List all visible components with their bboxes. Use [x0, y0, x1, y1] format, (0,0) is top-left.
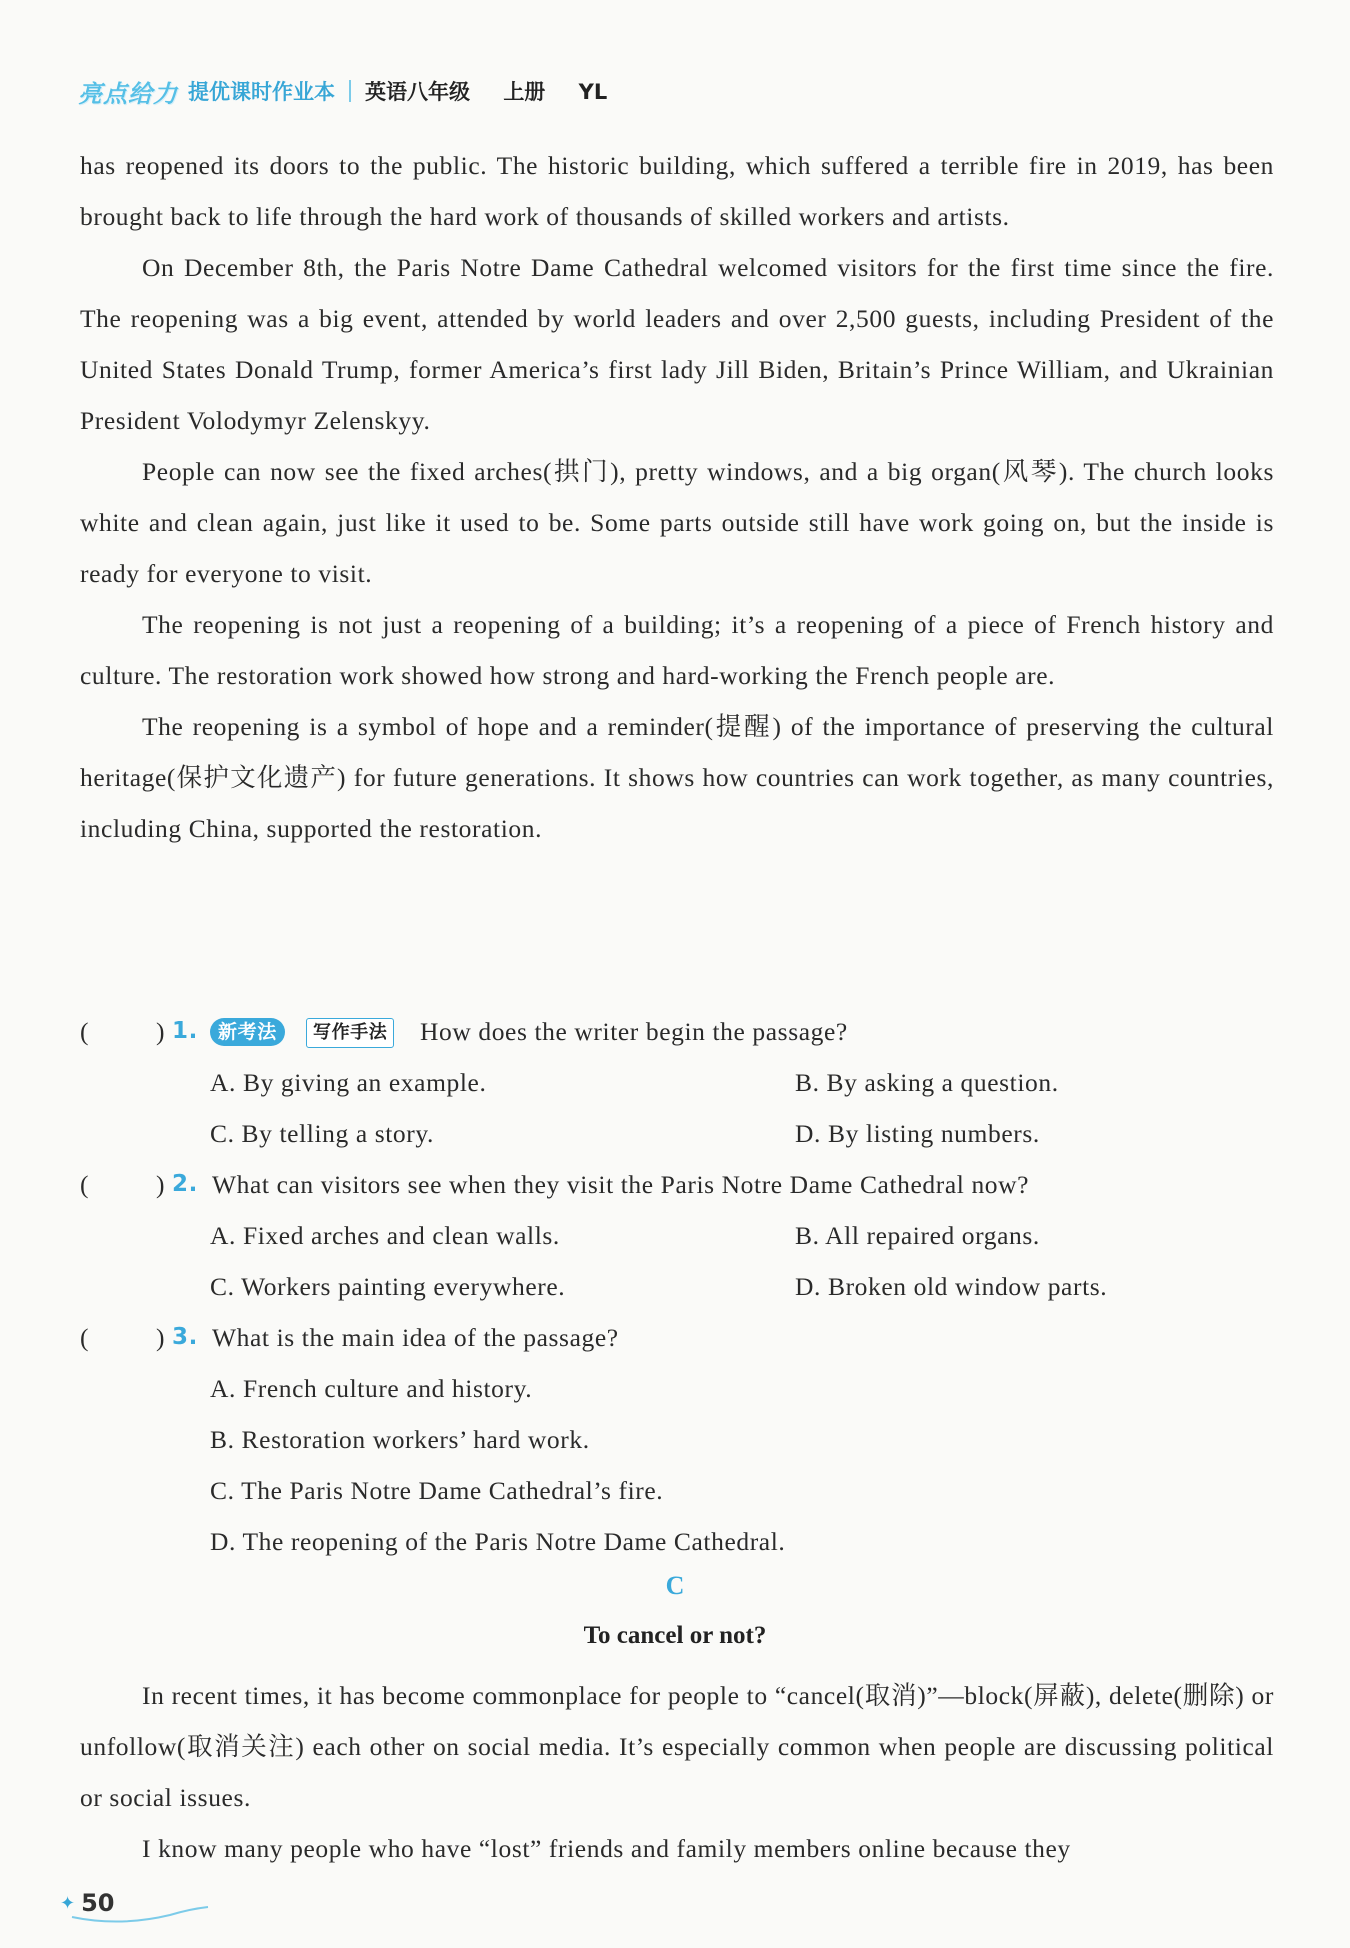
passage-c [80, 1670, 1274, 1874]
section-letter: C [665, 1571, 685, 1600]
answer-blank-close: ) [156, 1323, 166, 1352]
option-c[interactable]: C. Workers painting everywhere. [210, 1272, 566, 1301]
option-b[interactable]: B. Restoration workers’ hard work. [210, 1425, 590, 1454]
passage-paragraph: has reopened its doors to the public. The historic building, which suffered a terrible fire in 2019, has been brought back to life through the hard work of thousands of skilled workers and artists. [80, 151, 1274, 231]
option-row [80, 1057, 1274, 1108]
question-3 [80, 1312, 1274, 1363]
option-row [80, 1465, 1274, 1516]
option-d[interactable]: D. Broken old window parts. [795, 1272, 1108, 1301]
option-row [80, 1261, 1274, 1312]
option-d[interactable]: D. By listing numbers. [795, 1119, 1040, 1148]
section-title: To cancel or not? [583, 1622, 767, 1649]
brand-logo: 亮点给力 [78, 79, 178, 108]
question-text: What is the main idea of the passage? [212, 1323, 619, 1352]
header-meta [365, 76, 633, 106]
option-row [80, 1210, 1274, 1261]
option-a[interactable]: A. French culture and history. [210, 1374, 533, 1403]
header-subject: 英语八年级 [365, 80, 470, 104]
brand-subtitle: 提优课时作业本 [188, 80, 335, 104]
option-c[interactable]: C. By telling a story. [210, 1119, 435, 1148]
header-divider [349, 80, 351, 102]
question-number: 2. [172, 1171, 198, 1197]
option-c[interactable]: C. The Paris Notre Dame Cathedral’s fire. [210, 1476, 664, 1505]
option-row [80, 1516, 1274, 1567]
option-b[interactable]: B. By asking a question. [795, 1068, 1059, 1097]
sparkle-icon: ✦ [60, 1892, 76, 1914]
question-text: What can visitors see when they visit the Paris Notre Dame Cathedral now? [212, 1170, 1030, 1199]
passage-paragraph: I know many people who have “lost” friends and family members online because they [142, 1834, 1071, 1863]
option-d[interactable]: D. The reopening of the Paris Notre Dame Cathedral. [210, 1527, 786, 1556]
header-volume: 上册 [503, 80, 546, 104]
answer-blank-open[interactable]: ( [80, 1323, 90, 1352]
answer-blank-close: ) [156, 1170, 166, 1199]
question-2 [80, 1159, 1274, 1210]
question-text: How does the writer begin the passage? [420, 1017, 848, 1046]
passage-b [80, 140, 1274, 854]
option-row [80, 1108, 1274, 1159]
answer-blank-open[interactable]: ( [80, 1017, 90, 1046]
new-exam-tag: 新考法 [210, 1018, 285, 1046]
option-b[interactable]: B. All repaired organs. [795, 1221, 1040, 1250]
passage-paragraph: People can now see the fixed arches(拱门), pretty windows, and a big organ(风琴). The church looks white and clean again, just like it used to be. Some parts outside still have work going on, but the inside is ready for everyone to visit. [80, 457, 1274, 588]
answer-blank-open[interactable]: ( [80, 1170, 90, 1199]
passage-paragraph: The reopening is a symbol of hope and a reminder(提醒) of the importance of preserving the cultural heritage(保护文化遗产) for future generations. It shows how countries can work together, as many countries, including China, supported the restoration. [80, 712, 1274, 843]
passage-paragraph: On December 8th, the Paris Notre Dame Cathedral welcomed visitors for the first time since the fire. The reopening was a big event, attended by world leaders and over 2,500 guests, including President of the United States Donald Trump, former America’s first lady Jill Biden, Britain’s Prince William, and Ukrainian President Volodymyr Zelenskyy. [80, 253, 1274, 435]
writing-method-tag: 写作手法 [306, 1018, 394, 1048]
page-header [78, 74, 633, 108]
option-row [80, 1414, 1274, 1465]
page-number [60, 1883, 115, 1923]
passage-paragraph: The reopening is not just a reopening of a building; it’s a reopening of a piece of French history and culture. The restoration work showed how strong and hard-working the French people are. [80, 610, 1274, 690]
answer-blank-close: ) [156, 1017, 166, 1046]
passage-paragraph: In recent times, it has become commonplace for people to “cancel(取消)”—block(屏蔽), delete(删除) or unfollow(取消关注) each other on social media. It’s especially common when people are discussing political or social issues. [80, 1681, 1274, 1812]
page-number-text: 50 [81, 1889, 115, 1917]
option-row [80, 1363, 1274, 1414]
question-1 [80, 1006, 1274, 1057]
header-edition: YL [578, 80, 608, 104]
question-list [80, 1006, 1274, 1567]
option-a[interactable]: A. By giving an example. [210, 1068, 487, 1097]
question-number: 3. [172, 1324, 198, 1350]
option-a[interactable]: A. Fixed arches and clean walls. [210, 1221, 560, 1250]
swoosh-decoration [70, 1905, 210, 1923]
question-number: 1. [172, 1018, 198, 1044]
